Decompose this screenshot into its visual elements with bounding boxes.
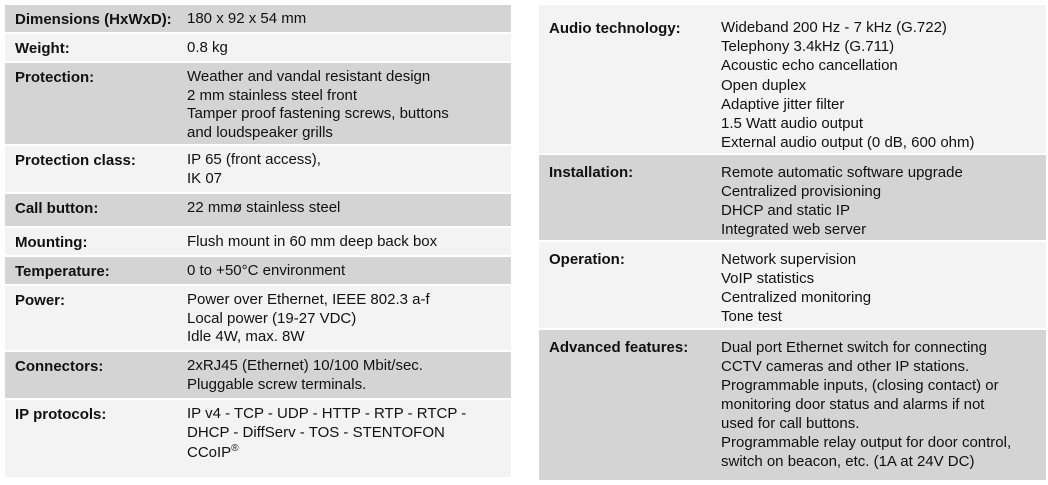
spec-value-line: Weather and vandal resistant design: [187, 68, 431, 85]
left-spec-table: [5, 5, 511, 479]
spec-values: [187, 233, 507, 252]
spec-values: [187, 262, 507, 281]
spec-value-line: Centralized monitoring: [721, 289, 872, 306]
spec-value-line: External audio output (0 dB, 600 ohm): [721, 134, 975, 152]
spec-value-line: Acoustic echo cancellation: [721, 57, 898, 75]
spec-row-power: [5, 286, 511, 352]
spec-values: [721, 18, 1043, 152]
spec-row-audio-technology: [539, 5, 1046, 155]
spec-label: Protection:: [15, 69, 95, 86]
spec-value-line: 0 to +50°C environment: [187, 262, 346, 279]
spec-value-line: Remote automatic software upgrade: [721, 164, 963, 181]
spec-value-line: Programmable relay output for door control,: [721, 434, 1012, 451]
spec-value-line: Adaptive jitter filter: [721, 95, 845, 113]
spec-value-line: Open duplex: [721, 76, 807, 94]
spec-value-line: Telephony 3.4kHz (G.711): [721, 38, 895, 56]
spec-label: IP protocols:: [15, 406, 107, 423]
spec-values: [721, 163, 1043, 239]
spec-value-line: [187, 444, 507, 463]
spec-row-advanced-features: [539, 330, 1046, 480]
spec-value-line: Wideband 200 Hz - 7 kHz (G.722): [721, 19, 947, 36]
spec-values: [187, 10, 507, 29]
spec-label: Call button:: [15, 200, 99, 217]
spec-value-line: Flush mount in 60 mm deep back box: [187, 233, 438, 250]
spec-label: Installation:: [549, 164, 634, 181]
spec-value-line: monitoring door status and alarms if not: [721, 396, 985, 413]
spec-values: [187, 357, 507, 394]
spec-row-protection: [5, 63, 511, 146]
spec-label: Connectors:: [15, 358, 104, 375]
spec-value-line: Local power (19-27 VDC): [187, 309, 357, 327]
spec-values: [187, 405, 507, 463]
spec-label: Protection class:: [15, 152, 136, 169]
spec-value-line: 180 x 92 x 54 mm: [187, 10, 307, 27]
spec-values: [187, 291, 507, 347]
spec-label: Audio technology:: [549, 20, 681, 37]
spec-value-line: DHCP and static IP: [721, 202, 850, 219]
spec-value-line: IP v4 - TCP - UDP - HTTP - RTP - RTCP -: [187, 405, 467, 422]
spec-row-temperature: [5, 257, 511, 286]
spec-value-line: Network supervision: [721, 251, 857, 268]
spec-label: Temperature:: [15, 263, 110, 280]
spec-value-line: VoIP statistics: [721, 270, 815, 287]
spec-value-line: Centralized provisioning: [721, 183, 882, 200]
spec-value-line: 2 mm stainless steel front: [187, 86, 358, 104]
spec-value-line: Power over Ethernet, IEEE 802.3 a-f: [187, 291, 430, 308]
spec-value-line: IP 65 (front access),: [187, 151, 321, 168]
spec-value-line: 1.5 Watt audio output: [721, 115, 864, 133]
spec-value-line: Programmable inputs, (closing contact) or: [721, 377, 999, 394]
spec-label: Weight:: [15, 40, 70, 57]
spec-value-line: DHCP - DiffServ - TOS - STENTOFON: [187, 423, 445, 441]
spec-value-line: 0.8 kg: [187, 39, 228, 56]
spec-row-call-button: [5, 194, 511, 228]
spec-value-text: CCoIP: [187, 444, 232, 461]
spec-value-line: and loudspeaker grills: [187, 123, 333, 141]
spec-value-line: Integrated web server: [721, 221, 867, 238]
spec-row-weight: [5, 34, 511, 63]
spec-value-line: Idle 4W, max. 8W: [187, 328, 305, 345]
spec-value-line: Dual port Ethernet switch for connecting: [721, 339, 987, 356]
spec-values: [721, 338, 1043, 471]
spec-label: Power:: [15, 292, 66, 309]
spec-value-line: switch on beacon, etc. (1A at 24V DC): [721, 453, 975, 470]
spec-label: Advanced features:: [549, 339, 689, 356]
spec-value-line: Tamper proof fastening screws, buttons: [187, 105, 449, 122]
spec-values: [721, 250, 1043, 326]
spec-label: Operation:: [549, 251, 625, 268]
spec-row-operation: [539, 242, 1046, 330]
spec-value-line: CCTV cameras and other IP stations.: [721, 358, 970, 375]
spec-value-line: 22 mmø stainless steel: [187, 199, 341, 216]
spec-row-installation: [539, 155, 1046, 242]
spec-values: [187, 39, 507, 58]
spec-row-connectors: [5, 352, 511, 400]
spec-row-mounting: [5, 228, 511, 257]
spec-row-dimensions: [5, 5, 511, 34]
spec-values: [187, 68, 507, 142]
spec-row-protection-class: [5, 146, 511, 194]
spec-value-line: Pluggable screw terminals.: [187, 375, 367, 393]
spec-values: [187, 151, 507, 188]
spec-label: Mounting:: [15, 234, 88, 251]
right-spec-table: [539, 5, 1046, 480]
spec-values: [187, 199, 507, 218]
spec-value-line: Tone test: [721, 308, 782, 325]
spec-value-line: 2xRJ45 (Ethernet) 10/100 Mbit/sec.: [187, 357, 423, 374]
registered-mark: ®: [231, 443, 239, 454]
spec-row-ip-protocols: [5, 400, 511, 479]
spec-label: Dimensions (HxWxD):: [15, 11, 172, 28]
spec-value-line: used for call buttons.: [721, 415, 860, 432]
spec-value-line: IK 07: [187, 169, 223, 187]
